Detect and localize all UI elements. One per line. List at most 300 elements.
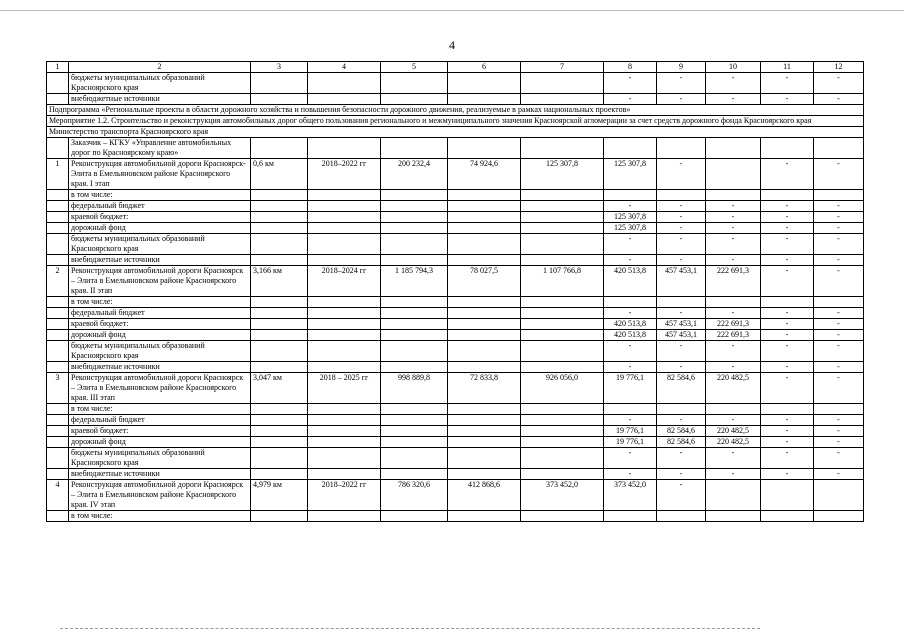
value-cell	[448, 437, 521, 448]
value-cell	[521, 469, 604, 480]
value-cell: -	[761, 341, 814, 362]
value-cell	[448, 308, 521, 319]
value-cell: 74 924,6	[448, 159, 521, 190]
value-cell: 19 776,1	[604, 426, 657, 437]
value-cell	[251, 415, 308, 426]
value-cell	[308, 426, 381, 437]
table-row	[47, 415, 864, 426]
value-cell: 1 185 794,3	[381, 266, 448, 297]
value-cell	[521, 341, 604, 362]
row-number-cell	[47, 223, 69, 234]
row-number-cell	[47, 415, 69, 426]
row-number-cell	[47, 330, 69, 341]
value-cell	[448, 319, 521, 330]
value-cell: 125 307,8	[604, 212, 657, 223]
value-cell	[448, 234, 521, 255]
section-title: Министерство транспорта Красноярского края	[47, 127, 864, 138]
row-number-cell	[47, 319, 69, 330]
row-number-cell: 3	[47, 373, 69, 404]
value-cell: -	[604, 73, 657, 94]
row-number-cell	[47, 426, 69, 437]
value-cell: 2018–2024 гг	[308, 266, 381, 297]
value-cell: -	[814, 223, 864, 234]
value-cell	[381, 234, 448, 255]
value-cell: -	[814, 373, 864, 404]
value-cell	[308, 255, 381, 266]
header-cell: 11	[761, 62, 814, 73]
row-label-cell: федеральный бюджет	[69, 308, 251, 319]
value-cell	[381, 511, 448, 522]
value-cell	[381, 426, 448, 437]
value-cell: -	[706, 73, 761, 94]
value-cell	[448, 415, 521, 426]
value-cell	[308, 330, 381, 341]
value-cell	[657, 404, 706, 415]
value-cell	[448, 73, 521, 94]
row-label-cell: краевой бюджет:	[69, 212, 251, 223]
value-cell: 373 452,0	[604, 480, 657, 511]
value-cell: 420 513,8	[604, 330, 657, 341]
value-cell	[251, 437, 308, 448]
value-cell	[521, 297, 604, 308]
value-cell: -	[814, 266, 864, 297]
value-cell: -	[814, 308, 864, 319]
row-number-cell	[47, 341, 69, 362]
value-cell: 82 584,6	[657, 426, 706, 437]
value-cell: -	[814, 234, 864, 255]
top-rule	[0, 10, 904, 11]
value-cell: 78 027,5	[448, 266, 521, 297]
value-cell	[251, 511, 308, 522]
value-cell: 457 453,1	[657, 330, 706, 341]
value-cell: -	[657, 480, 706, 511]
value-cell	[308, 404, 381, 415]
value-cell	[251, 448, 308, 469]
value-cell: 222 691,3	[706, 266, 761, 297]
value-cell: -	[761, 319, 814, 330]
value-cell	[251, 404, 308, 415]
value-cell	[448, 255, 521, 266]
table-row	[47, 190, 864, 201]
value-cell: -	[706, 201, 761, 212]
value-cell	[251, 330, 308, 341]
row-label-cell: Реконструкция автомобильной дороги Красноярск – Элита в Емельяновском районе Красноярского края. II этап	[69, 266, 251, 297]
value-cell	[448, 190, 521, 201]
table-row	[47, 138, 864, 159]
value-cell	[814, 190, 864, 201]
value-cell: -	[706, 448, 761, 469]
value-cell	[521, 330, 604, 341]
value-cell	[308, 341, 381, 362]
value-cell	[381, 415, 448, 426]
value-cell	[448, 212, 521, 223]
value-cell	[251, 297, 308, 308]
value-cell: 457 453,1	[657, 319, 706, 330]
value-cell: 19 776,1	[604, 437, 657, 448]
row-number-cell	[47, 404, 69, 415]
value-cell: 125 307,8	[521, 159, 604, 190]
value-cell: -	[657, 94, 706, 105]
value-cell: -	[761, 426, 814, 437]
value-cell	[251, 362, 308, 373]
value-cell	[521, 404, 604, 415]
value-cell	[761, 480, 814, 511]
row-label-cell: в том числе:	[69, 511, 251, 522]
value-cell: -	[657, 448, 706, 469]
value-cell	[706, 138, 761, 159]
row-label-cell: Реконструкция автомобильной дороги Красноярск-Элита в Емельяновском районе Красноярского края. I этап	[69, 159, 251, 190]
row-number-cell	[47, 448, 69, 469]
table-row	[47, 341, 864, 362]
table-row	[47, 159, 864, 190]
value-cell	[381, 201, 448, 212]
value-cell	[604, 511, 657, 522]
row-number-cell	[47, 234, 69, 255]
value-cell	[381, 404, 448, 415]
row-number-cell: 2	[47, 266, 69, 297]
value-cell: -	[814, 159, 864, 190]
row-number-cell	[47, 201, 69, 212]
value-cell: 926 056,0	[521, 373, 604, 404]
value-cell: 3,166 км	[251, 266, 308, 297]
value-cell: 220 482,5	[706, 373, 761, 404]
value-cell	[251, 308, 308, 319]
value-cell	[251, 426, 308, 437]
header-cell: 5	[381, 62, 448, 73]
row-label-cell: краевой бюджет:	[69, 319, 251, 330]
value-cell: -	[814, 330, 864, 341]
value-cell: -	[657, 341, 706, 362]
value-cell: -	[814, 73, 864, 94]
scan-artifact	[60, 628, 760, 630]
value-cell: -	[604, 448, 657, 469]
value-cell: -	[706, 94, 761, 105]
value-cell	[521, 448, 604, 469]
table-row	[47, 223, 864, 234]
value-cell: -	[706, 234, 761, 255]
value-cell: -	[657, 159, 706, 190]
row-number-cell	[47, 73, 69, 94]
value-cell	[308, 138, 381, 159]
value-cell: -	[761, 373, 814, 404]
value-cell	[448, 404, 521, 415]
value-cell	[521, 73, 604, 94]
value-cell	[521, 319, 604, 330]
row-number-cell	[47, 94, 69, 105]
row-number-cell	[47, 362, 69, 373]
value-cell	[381, 469, 448, 480]
value-cell: -	[604, 308, 657, 319]
value-cell	[706, 159, 761, 190]
value-cell: -	[706, 223, 761, 234]
value-cell	[251, 73, 308, 94]
value-cell	[308, 223, 381, 234]
value-cell	[381, 212, 448, 223]
value-cell	[308, 190, 381, 201]
value-cell	[308, 308, 381, 319]
table-row	[47, 212, 864, 223]
value-cell	[381, 73, 448, 94]
value-cell	[381, 190, 448, 201]
value-cell	[521, 511, 604, 522]
value-cell	[706, 480, 761, 511]
value-cell: -	[657, 469, 706, 480]
table-row	[47, 426, 864, 437]
value-cell: 72 833,8	[448, 373, 521, 404]
value-cell	[308, 201, 381, 212]
row-label-cell: краевой бюджет:	[69, 426, 251, 437]
value-cell: -	[814, 437, 864, 448]
value-cell	[448, 223, 521, 234]
table-row	[47, 373, 864, 404]
table-row	[47, 266, 864, 297]
header-cell: 3	[251, 62, 308, 73]
header-cell: 12	[814, 62, 864, 73]
value-cell	[521, 234, 604, 255]
value-cell	[308, 415, 381, 426]
row-number-cell	[47, 212, 69, 223]
value-cell	[657, 138, 706, 159]
value-cell: -	[604, 415, 657, 426]
value-cell: 4,979 км	[251, 480, 308, 511]
table-row	[47, 255, 864, 266]
value-cell: 220 482,5	[706, 437, 761, 448]
value-cell: 19 776,1	[604, 373, 657, 404]
header-cell: 6	[448, 62, 521, 73]
value-cell	[308, 319, 381, 330]
value-cell	[657, 297, 706, 308]
value-cell	[308, 511, 381, 522]
value-cell	[308, 73, 381, 94]
section-row	[47, 116, 864, 127]
row-number-cell: 4	[47, 480, 69, 511]
row-label-cell: дорожный фонд	[69, 330, 251, 341]
value-cell: -	[814, 426, 864, 437]
value-cell	[448, 201, 521, 212]
value-cell: 125 307,8	[604, 223, 657, 234]
value-cell	[706, 404, 761, 415]
value-cell: -	[761, 469, 814, 480]
row-number-cell	[47, 437, 69, 448]
row-label-cell: дорожный фонд	[69, 437, 251, 448]
value-cell: -	[604, 94, 657, 105]
value-cell	[706, 511, 761, 522]
header-row	[47, 62, 864, 73]
value-cell: -	[761, 73, 814, 94]
value-cell	[308, 94, 381, 105]
table-row	[47, 297, 864, 308]
value-cell	[657, 190, 706, 201]
value-cell	[448, 138, 521, 159]
value-cell	[251, 190, 308, 201]
section-title: Подпрограмма «Региональные проекты в области дорожного хозяйства и повышения безопасности дорожного движения, реализуемые в рамках национальных проектов»	[47, 105, 864, 116]
value-cell: -	[657, 308, 706, 319]
value-cell: -	[814, 201, 864, 212]
value-cell	[251, 212, 308, 223]
value-cell	[448, 511, 521, 522]
value-cell	[448, 448, 521, 469]
row-number-cell	[47, 255, 69, 266]
value-cell: -	[814, 212, 864, 223]
value-cell	[448, 297, 521, 308]
value-cell	[251, 138, 308, 159]
table-row	[47, 448, 864, 469]
value-cell: -	[604, 255, 657, 266]
value-cell: -	[814, 94, 864, 105]
value-cell	[381, 448, 448, 469]
value-cell: -	[814, 362, 864, 373]
value-cell	[251, 201, 308, 212]
value-cell: 412 868,6	[448, 480, 521, 511]
value-cell: -	[761, 94, 814, 105]
value-cell: -	[761, 159, 814, 190]
value-cell	[381, 341, 448, 362]
row-number-cell	[47, 297, 69, 308]
table-row	[47, 319, 864, 330]
value-cell: -	[706, 341, 761, 362]
value-cell: -	[706, 212, 761, 223]
value-cell	[381, 308, 448, 319]
section-row	[47, 105, 864, 116]
value-cell	[521, 426, 604, 437]
table-row	[47, 73, 864, 94]
value-cell: -	[604, 341, 657, 362]
row-label-cell: Реконструкция автомобильной дороги Красноярск – Элита в Емельяновском районе Красноярского края. IV этап	[69, 480, 251, 511]
value-cell: -	[657, 73, 706, 94]
value-cell: 200 232,4	[381, 159, 448, 190]
row-label-cell: в том числе:	[69, 190, 251, 201]
value-cell	[814, 480, 864, 511]
value-cell	[251, 319, 308, 330]
value-cell: 3,047 км	[251, 373, 308, 404]
table-row	[47, 480, 864, 511]
row-number-cell	[47, 511, 69, 522]
value-cell: 420 513,8	[604, 266, 657, 297]
value-cell	[308, 212, 381, 223]
value-cell: -	[761, 223, 814, 234]
value-cell: 82 584,6	[657, 373, 706, 404]
section-title: Мероприятие 1.2. Строительство и реконструкция автомобильных дорог общего пользования регионального и межмуниципального значения Красноярской агломерации за счет средств дорожного фонда Красноярского края	[47, 116, 864, 127]
row-number-cell	[47, 190, 69, 201]
value-cell	[448, 341, 521, 362]
row-number-cell	[47, 138, 69, 159]
row-label-cell: в том числе:	[69, 404, 251, 415]
value-cell	[251, 341, 308, 362]
value-cell: 125 307,8	[604, 159, 657, 190]
value-cell	[251, 223, 308, 234]
value-cell	[706, 190, 761, 201]
value-cell	[308, 469, 381, 480]
value-cell: 998 889,8	[381, 373, 448, 404]
value-cell	[381, 255, 448, 266]
value-cell	[448, 362, 521, 373]
row-label-cell: Реконструкция автомобильной дороги Красноярск – Элита в Емельяновском районе Красноярского края. III этап	[69, 373, 251, 404]
value-cell	[761, 511, 814, 522]
value-cell	[604, 404, 657, 415]
value-cell	[761, 297, 814, 308]
header-cell: 1	[47, 62, 69, 73]
header-cell: 10	[706, 62, 761, 73]
value-cell: -	[706, 469, 761, 480]
row-label-cell: внебюджетные источники	[69, 469, 251, 480]
row-number-cell	[47, 308, 69, 319]
row-label-cell: бюджеты муниципальных образований Красноярского края	[69, 448, 251, 469]
value-cell	[521, 362, 604, 373]
value-cell: -	[706, 255, 761, 266]
value-cell	[706, 297, 761, 308]
value-cell	[761, 404, 814, 415]
value-cell	[604, 138, 657, 159]
value-cell	[814, 404, 864, 415]
value-cell	[604, 297, 657, 308]
value-cell: -	[657, 415, 706, 426]
value-cell	[308, 297, 381, 308]
value-cell: 82 584,6	[657, 437, 706, 448]
value-cell: 2018–2022 гг	[308, 159, 381, 190]
value-cell: 222 691,3	[706, 319, 761, 330]
value-cell	[381, 138, 448, 159]
value-cell: -	[814, 341, 864, 362]
value-cell: -	[604, 362, 657, 373]
value-cell: -	[706, 415, 761, 426]
row-label-cell: внебюджетные источники	[69, 94, 251, 105]
value-cell	[814, 511, 864, 522]
value-cell: -	[761, 255, 814, 266]
value-cell	[521, 415, 604, 426]
value-cell	[814, 138, 864, 159]
value-cell	[521, 190, 604, 201]
value-cell: -	[761, 415, 814, 426]
value-cell	[381, 297, 448, 308]
value-cell: 0,6 км	[251, 159, 308, 190]
value-cell: -	[761, 308, 814, 319]
value-cell	[381, 319, 448, 330]
section-row	[47, 127, 864, 138]
header-cell: 4	[308, 62, 381, 73]
row-label-cell: в том числе:	[69, 297, 251, 308]
value-cell: -	[814, 415, 864, 426]
value-cell	[308, 437, 381, 448]
value-cell: 373 452,0	[521, 480, 604, 511]
value-cell	[521, 255, 604, 266]
table-row	[47, 511, 864, 522]
value-cell: 1 107 766,8	[521, 266, 604, 297]
value-cell: -	[604, 469, 657, 480]
value-cell	[448, 469, 521, 480]
header-cell: 9	[657, 62, 706, 73]
value-cell	[308, 234, 381, 255]
value-cell: -	[761, 448, 814, 469]
value-cell	[251, 234, 308, 255]
value-cell	[381, 330, 448, 341]
value-cell	[521, 138, 604, 159]
table-row	[47, 362, 864, 373]
value-cell: -	[761, 437, 814, 448]
value-cell: -	[761, 330, 814, 341]
value-cell	[251, 255, 308, 266]
value-cell: -	[761, 201, 814, 212]
value-cell: -	[706, 308, 761, 319]
row-label-cell: бюджеты муниципальных образований Красноярского края	[69, 341, 251, 362]
value-cell: -	[814, 469, 864, 480]
value-cell	[521, 223, 604, 234]
value-cell	[381, 94, 448, 105]
value-cell	[308, 362, 381, 373]
value-cell: -	[657, 255, 706, 266]
row-label-cell: бюджеты муниципальных образований Красноярского края	[69, 73, 251, 94]
table-row	[47, 330, 864, 341]
value-cell	[381, 362, 448, 373]
